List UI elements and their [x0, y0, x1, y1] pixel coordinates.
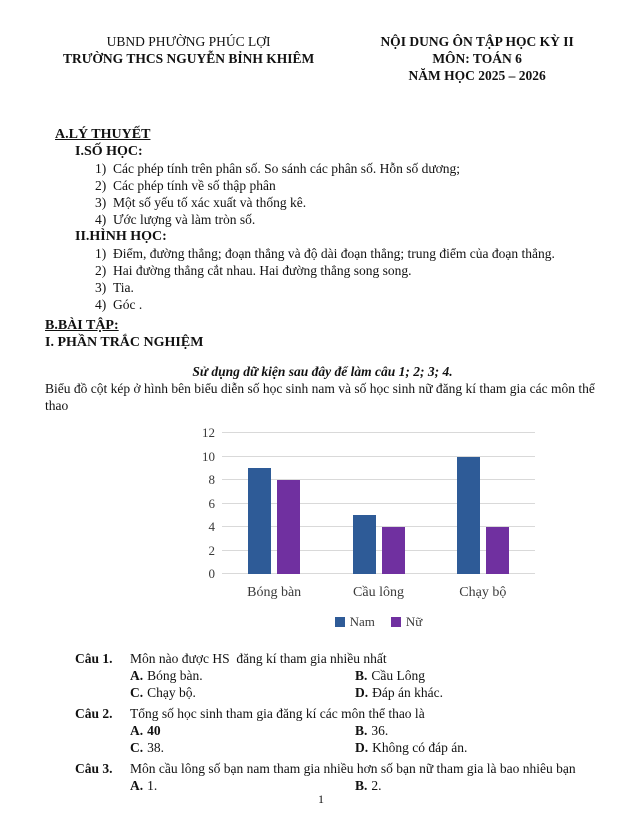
bar-nam: [248, 468, 271, 574]
legend-label: Nam: [349, 614, 375, 629]
list-item: [45, 296, 600, 313]
y-axis-tick-label: 6: [208, 495, 215, 511]
questions-list: [45, 650, 600, 794]
question-options: [130, 722, 600, 756]
option-key: B.: [355, 778, 368, 793]
option-c: [130, 739, 355, 756]
list-item-text: Tia.: [113, 280, 134, 295]
y-axis-tick-label: 10: [202, 448, 215, 464]
list-item-text: Góc .: [113, 297, 143, 312]
list-item-text: Các phép tính về số thập phân: [113, 178, 276, 193]
option-text: 40: [147, 723, 161, 738]
option-c: [130, 684, 355, 701]
list-item-text: Hai đường thẳng cắt nhau. Hai đường thẳng song song.: [113, 263, 412, 278]
bar-group-chay-bo: [457, 457, 509, 575]
section-b-subtitle: I. PHẦN TRẮC NGHIỆM: [45, 335, 204, 350]
list-item-number: 4): [95, 212, 107, 227]
option-b: [355, 722, 600, 739]
chart-instruction: Sử dụng dữ kiện sau đây để làm câu 1; 2; 3; 4.: [192, 364, 453, 379]
option-key: A.: [130, 723, 144, 738]
document-title-block: [354, 33, 600, 84]
list-item: [45, 160, 600, 177]
bar-chart: [191, 424, 541, 630]
question-3: [75, 760, 600, 794]
list-item-number: 3): [95, 195, 107, 210]
list-item-number: 1): [95, 161, 107, 176]
option-key: A.: [130, 668, 144, 683]
list-item-number: 4): [95, 297, 107, 312]
y-axis-tick-label: 12: [202, 425, 215, 440]
option-text: Cầu Lông: [371, 668, 426, 683]
option-text: 2.: [371, 778, 382, 793]
option-key: A.: [130, 778, 144, 793]
option-text: Chạy bộ.: [147, 685, 196, 700]
list-item: [45, 245, 600, 262]
bar-group-cau-long: [353, 515, 405, 574]
question-body: [130, 705, 600, 756]
legend-label: Nữ: [405, 614, 423, 629]
chart-plot-area: [202, 425, 535, 581]
list-item-number: 2): [95, 178, 107, 193]
list-item: [45, 211, 600, 228]
category-label: Chạy bộ: [459, 585, 507, 600]
school-header-block: [45, 33, 332, 84]
gridline: [222, 432, 535, 433]
bar-nam: [457, 457, 480, 575]
list-item: [45, 279, 600, 296]
option-b: [355, 667, 600, 684]
bar-nu: [486, 527, 509, 574]
question-body: [130, 650, 600, 701]
option-text: Không có đáp án.: [372, 740, 468, 755]
option-key: C.: [130, 685, 144, 700]
list-item-text: Ước lượng và làm tròn số.: [113, 212, 256, 227]
list-item: [45, 194, 600, 211]
question-options: [130, 667, 600, 701]
y-axis-tick-label: 2: [208, 542, 215, 558]
option-text: Bóng bàn.: [147, 668, 203, 683]
bar-group-bong-ban: [248, 468, 300, 574]
option-text: 36.: [371, 723, 389, 738]
question-label: Câu 1.: [75, 651, 113, 666]
option-text: 38.: [147, 740, 164, 755]
option-text: Đáp án khác.: [372, 685, 443, 700]
header-authority: UBND PHƯỜNG PHÚC LỢI: [106, 34, 271, 49]
option-key: B.: [355, 723, 368, 738]
option-key: B.: [355, 668, 368, 683]
legend-item-nam: [335, 613, 375, 630]
y-axis-tick-label: 0: [208, 566, 215, 581]
header-school-name: TRƯỜNG THCS NGUYỄN BỈNH KHIÊM: [62, 51, 315, 66]
document-title: NỘI DUNG ÔN TẬP HỌC KỲ II: [380, 34, 574, 49]
bar-nu: [382, 527, 405, 574]
page-number: 1: [318, 792, 324, 806]
document-school-year: NĂM HỌC 2025 – 2026: [408, 68, 546, 83]
option-key: D.: [355, 685, 369, 700]
bar-nu: [277, 480, 300, 574]
bar-nam: [353, 515, 376, 574]
y-axis-tick-label: 8: [208, 472, 215, 487]
option-key: C.: [130, 740, 144, 755]
question-label: Câu 2.: [75, 706, 113, 721]
question-1: [75, 650, 600, 701]
list-item-text: Điểm, đường thẳng; đoạn thẳng và độ dài đoạn thẳng; trung điểm của đoạn thẳng.: [113, 246, 555, 261]
legend-swatch: [335, 617, 345, 627]
list-item-text: Các phép tính trên phân số. So sánh các phân số. Hỗn số dương;: [113, 161, 461, 176]
chart-legend: [222, 613, 535, 630]
question-text: Môn cầu lông số bạn nam tham gia nhiều hơn số bạn nữ tham gia là bao nhiêu bạn: [130, 761, 576, 776]
list-item: [45, 262, 600, 279]
list-item-number: 1): [95, 246, 107, 261]
option-a: [130, 722, 355, 739]
subsection-hinh-hoc-title: II.HÌNH HỌC:: [75, 229, 167, 244]
option-text: 1.: [147, 778, 158, 793]
document-subject: MÔN: TOÁN 6: [432, 51, 522, 66]
list-item-number: 2): [95, 263, 107, 278]
question-label: Câu 3.: [75, 761, 113, 776]
option-a: [130, 667, 355, 684]
list-item: [45, 177, 600, 194]
document-header: [45, 33, 600, 84]
list-item-number: 3): [95, 280, 107, 295]
chart-category-axis: [222, 584, 535, 601]
question-2: [75, 705, 600, 756]
section-a-title: A.LÝ THUYẾT: [55, 127, 151, 142]
legend-item-nu: [391, 613, 422, 630]
y-axis-tick-label: 4: [208, 519, 215, 534]
subsection-so-hoc-title: I.SỐ HỌC:: [75, 144, 143, 159]
section-b-title: B.BÀI TẬP:: [45, 318, 119, 333]
list-item-text: Một số yếu tố xác xuất và thống kê.: [113, 195, 307, 210]
category-label: Bóng bàn: [247, 585, 302, 600]
question-text: Môn nào được HS đăng kí tham gia nhiều nhất: [130, 651, 387, 666]
option-d: [355, 684, 600, 701]
legend-swatch: [391, 617, 401, 627]
option-key: D.: [355, 740, 369, 755]
chart-intro-text: Biểu đồ cột kép ở hình bên biểu diễn số học sinh nam và số học sinh nữ đăng kí tham gia các môn thể thao: [45, 381, 595, 413]
option-d: [355, 739, 600, 756]
category-label: Cầu lông: [353, 585, 404, 600]
question-text: Tổng số học sinh tham gia đăng kí các môn thể thao là: [130, 706, 425, 721]
question-body: [130, 760, 600, 794]
